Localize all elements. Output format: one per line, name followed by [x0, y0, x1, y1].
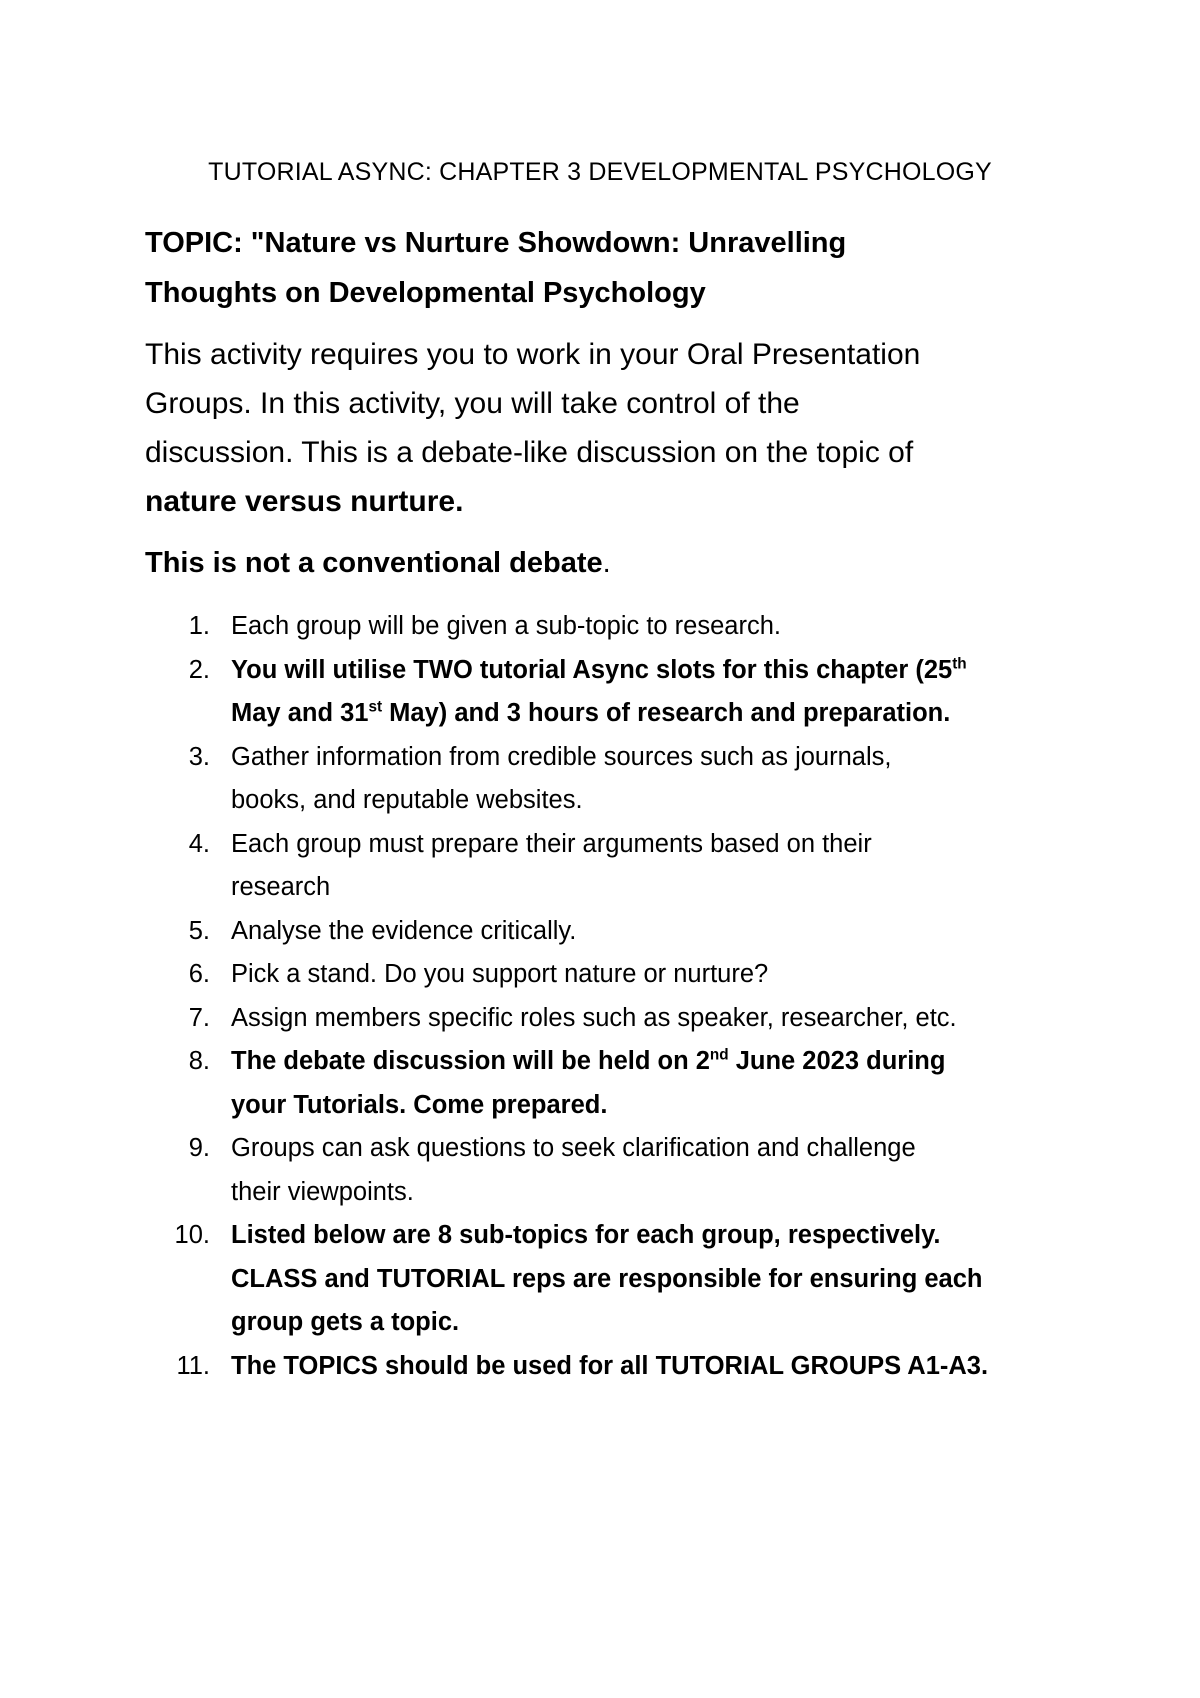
topic-line-2: Thoughts on Developmental Psychology — [145, 277, 706, 309]
list-text: Each group will be given a sub-topic to research. — [231, 612, 781, 640]
list-text: May and 31 — [231, 699, 369, 727]
list-number: 9. — [188, 1134, 210, 1162]
list-number: 11. — [176, 1351, 210, 1380]
list-text: group gets a topic. — [231, 1308, 460, 1336]
list-item — [0, 1040, 1200, 1127]
list-text: Assign members specific roles such as speaker, researcher, etc. — [231, 1003, 957, 1032]
superscript: th — [952, 655, 967, 672]
not-conventional-period: . — [602, 547, 611, 579]
list-number: 7. — [188, 1003, 210, 1032]
intro-line-4-bold: nature versus nurture. — [145, 485, 464, 518]
list-text: Analyse the evidence critically. — [231, 916, 577, 945]
intro-line-2: Groups. In this activity, you will take control of the — [145, 387, 800, 420]
instruction-list — [0, 605, 1200, 1388]
list-number: 2. — [188, 655, 210, 684]
intro-line-1: This activity requires you to work in your Oral Presentation — [145, 338, 921, 371]
list-number: 10. — [174, 1221, 210, 1249]
list-text: Pick a stand. Do you support nature or nurture? — [231, 960, 769, 988]
not-conventional-heading — [145, 543, 1085, 583]
list-text: CLASS and TUTORIAL reps are responsible for ensuring each — [231, 1264, 983, 1293]
list-text: The TOPICS should be used for all TUTORIAL GROUPS A1-A3. — [231, 1351, 989, 1380]
superscript: nd — [709, 1046, 729, 1064]
superscript: st — [368, 698, 383, 716]
list-number: 3. — [188, 742, 210, 771]
list-text: You will utilise TWO tutorial Async slots for this chapter (25 — [231, 655, 953, 684]
list-item — [0, 997, 1200, 1041]
list-item — [0, 823, 1200, 910]
list-text: The debate discussion will be held on 2 — [231, 1047, 710, 1075]
list-number: 6. — [188, 960, 210, 988]
list-item — [0, 910, 1200, 954]
list-text: June 2023 during — [728, 1047, 946, 1075]
list-text: your Tutorials. Come prepared. — [231, 1090, 608, 1119]
list-text: Groups can ask questions to seek clarification and challenge — [231, 1134, 916, 1162]
list-text: research — [231, 873, 331, 901]
list-item — [0, 605, 1200, 649]
list-text: their viewpoints. — [231, 1177, 414, 1206]
not-conventional-text: This is not a conventional debate — [145, 547, 603, 579]
topic-line-1: TOPIC: "Nature vs Nurture Showdown: Unravelling — [145, 227, 847, 259]
list-text: books, and reputable websites. — [231, 786, 583, 814]
list-text: Gather information from credible sources such as journals, — [231, 742, 892, 771]
intro-paragraph — [145, 330, 1085, 526]
list-text: Listed below are 8 sub-topics for each group, respectively. — [231, 1221, 941, 1249]
list-number: 4. — [188, 829, 210, 858]
list-item — [0, 1345, 1200, 1389]
list-number: 1. — [188, 612, 210, 640]
list-number: 5. — [188, 916, 210, 945]
list-number: 8. — [188, 1047, 210, 1075]
list-item — [0, 953, 1200, 997]
list-item — [0, 649, 1200, 736]
list-item — [0, 1214, 1200, 1345]
list-text: Each group must prepare their arguments based on their — [231, 829, 872, 858]
list-text: May) and 3 hours of research and preparation. — [382, 699, 951, 727]
list-item — [0, 736, 1200, 823]
list-item — [0, 1127, 1200, 1214]
document-title: TUTORIAL ASYNC: CHAPTER 3 DEVELOPMENTAL PSYCHOLOGY — [208, 158, 992, 186]
topic-heading — [145, 218, 1085, 318]
intro-line-3: discussion. This is a debate-like discussion on the topic of — [145, 436, 914, 469]
